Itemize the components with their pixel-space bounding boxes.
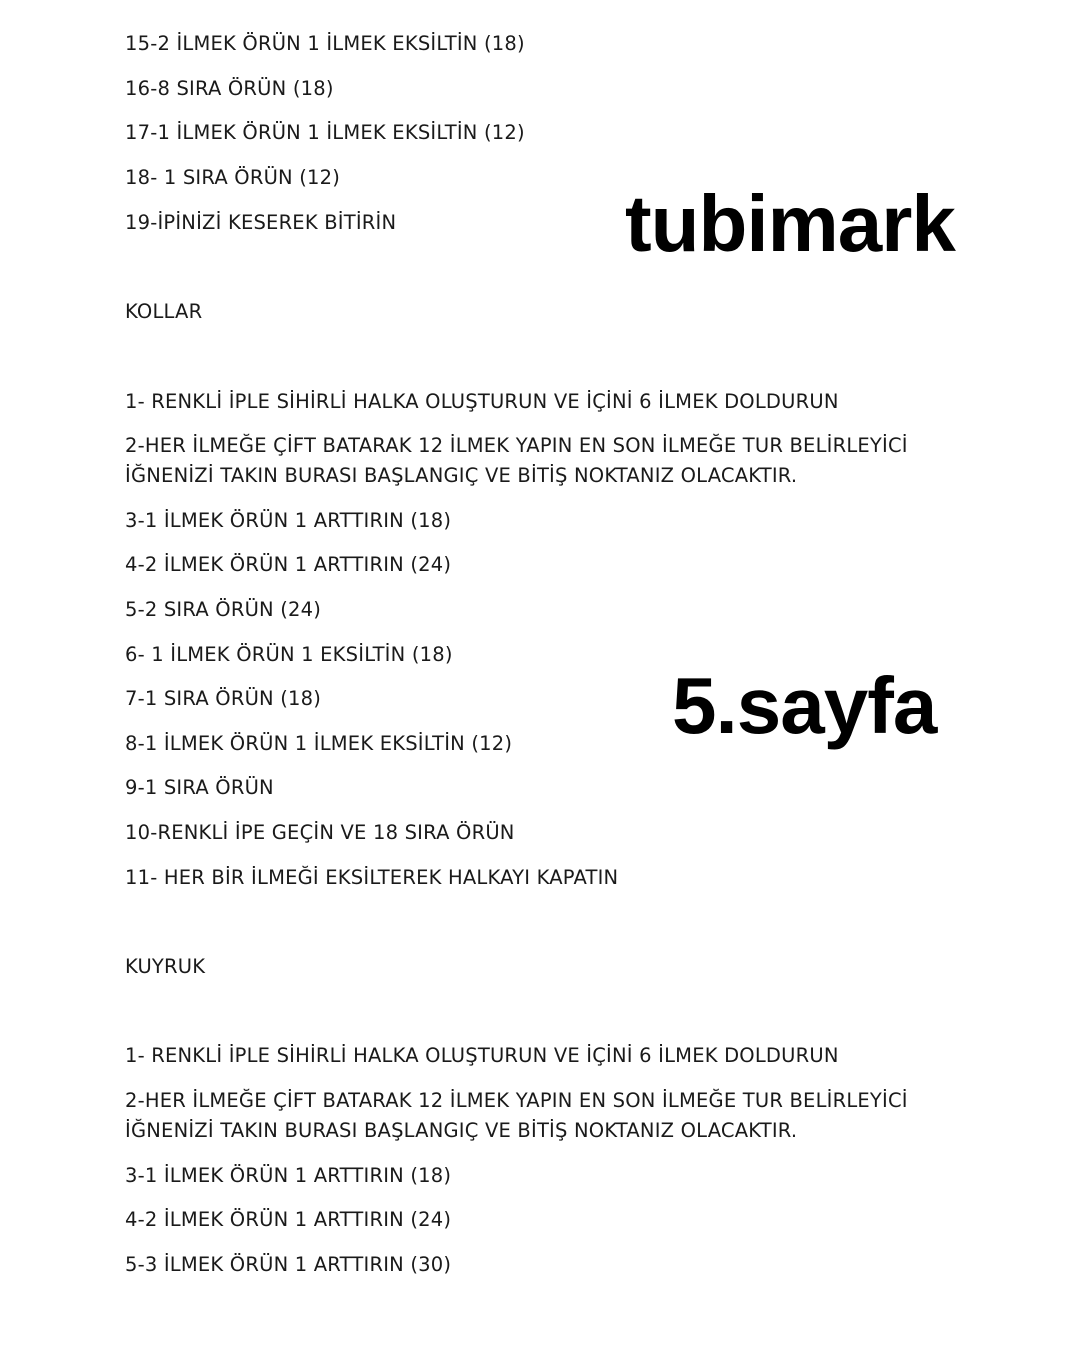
step-line: 1- RENKLİ İPLE SİHİRLİ HALKA OLUŞTURUN VE İÇİNİ 6 İLMEK DOLDURUN: [125, 390, 839, 413]
step-line: 17-1 İLMEK ÖRÜN 1 İLMEK EKSİLTİN (12): [125, 121, 525, 144]
step-line: 4-2 İLMEK ÖRÜN 1 ARTTIRIN (24): [125, 1208, 452, 1231]
step-line: 8-1 İLMEK ÖRÜN 1 İLMEK EKSİLTİN (12): [125, 732, 513, 755]
step-line: 5-3 İLMEK ÖRÜN 1 ARTTIRIN (30): [125, 1253, 452, 1276]
step-line: 2-HER İLMEĞE ÇİFT BATARAK 12 İLMEK YAPIN EN SON İLMEĞE TUR BELİRLEYİCİ: [125, 434, 908, 457]
page-number-watermark: 5.sayfa: [672, 661, 937, 750]
step-line: 7-1 SIRA ÖRÜN (18): [125, 687, 322, 710]
step-line: 1- RENKLİ İPLE SİHİRLİ HALKA OLUŞTURUN VE İÇİNİ 6 İLMEK DOLDURUN: [125, 1044, 839, 1067]
section-heading-kollar: KOLLAR: [125, 300, 203, 323]
step-line: 16-8 SIRA ÖRÜN (18): [125, 77, 334, 100]
step-line: 19-İPİNİZİ KESEREK BİTİRİN: [125, 211, 397, 234]
step-line: 5-2 SIRA ÖRÜN (24): [125, 598, 322, 621]
step-line: 9-1 SIRA ÖRÜN: [125, 776, 274, 799]
step-line: 2-HER İLMEĞE ÇİFT BATARAK 12 İLMEK YAPIN EN SON İLMEĞE TUR BELİRLEYİCİ: [125, 1089, 908, 1112]
step-line: 11- HER BİR İLMEĞİ EKSİLTEREK HALKAYI KAPATIN: [125, 866, 619, 889]
step-line: 3-1 İLMEK ÖRÜN 1 ARTTIRIN (18): [125, 1164, 452, 1187]
step-line: 15-2 İLMEK ÖRÜN 1 İLMEK EKSİLTİN (18): [125, 32, 525, 55]
step-line: 3-1 İLMEK ÖRÜN 1 ARTTIRIN (18): [125, 509, 452, 532]
step-line: 6- 1 İLMEK ÖRÜN 1 EKSİLTİN (18): [125, 643, 453, 666]
section-heading-kuyruk: KUYRUK: [125, 955, 206, 978]
step-line: 4-2 İLMEK ÖRÜN 1 ARTTIRIN (24): [125, 553, 452, 576]
step-line-continued: İĞNENİZİ TAKIN BURASI BAŞLANGIÇ VE BİTİŞ NOKTANIZ OLACAKTIR.: [125, 1119, 798, 1142]
step-line-continued: İĞNENİZİ TAKIN BURASI BAŞLANGIÇ VE BİTİŞ NOKTANIZ OLACAKTIR.: [125, 464, 798, 487]
brand-watermark: tubimark: [625, 179, 955, 268]
step-line: 10-RENKLİ İPE GEÇİN VE 18 SIRA ÖRÜN: [125, 821, 515, 844]
step-line: 18- 1 SIRA ÖRÜN (12): [125, 166, 341, 189]
